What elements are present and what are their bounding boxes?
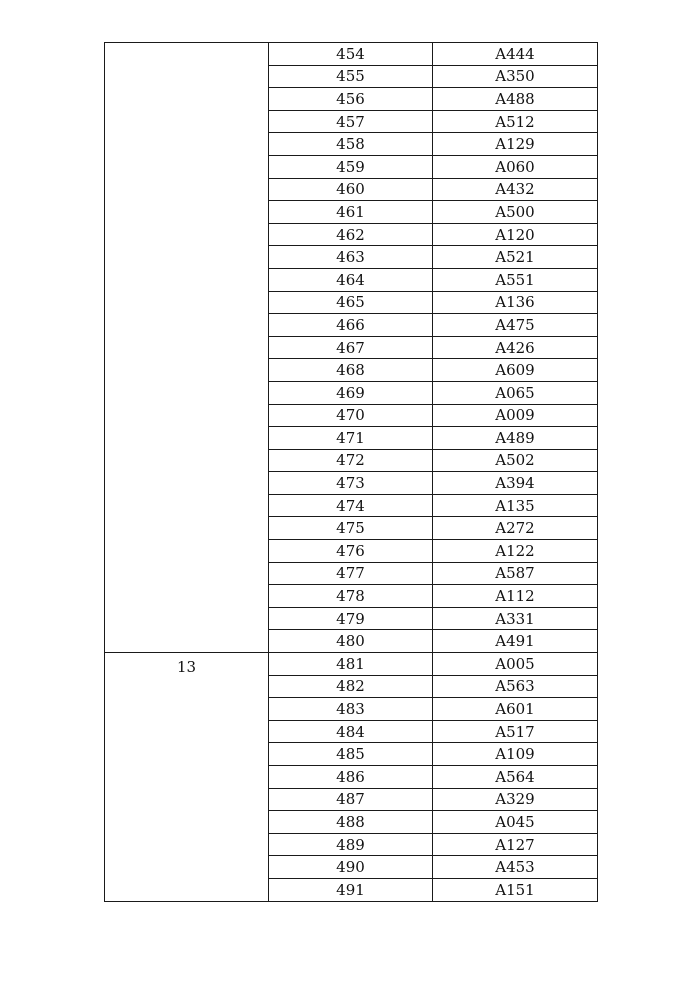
- code-cell: A009: [433, 404, 598, 427]
- code-cell: A329: [433, 788, 598, 811]
- code-cell: A005: [433, 653, 598, 676]
- code-cell: A272: [433, 517, 598, 540]
- serial-number-cell: 487: [269, 788, 433, 811]
- code-cell: A491: [433, 630, 598, 653]
- table-row: [105, 653, 598, 676]
- serial-number-cell: 490: [269, 856, 433, 879]
- serial-number-cell: 485: [269, 743, 433, 766]
- serial-number-cell: 478: [269, 585, 433, 608]
- serial-number-cell: 463: [269, 246, 433, 269]
- code-cell: A394: [433, 472, 598, 495]
- code-cell: A151: [433, 878, 598, 901]
- serial-number-cell: 471: [269, 427, 433, 450]
- code-cell: A109: [433, 743, 598, 766]
- code-cell: A517: [433, 720, 598, 743]
- serial-number-cell: 458: [269, 133, 433, 156]
- serial-number-cell: 465: [269, 291, 433, 314]
- serial-number-cell: 455: [269, 65, 433, 88]
- serial-number-cell: 489: [269, 833, 433, 856]
- serial-number-cell: 468: [269, 359, 433, 382]
- code-cell: A060: [433, 155, 598, 178]
- code-cell: A136: [433, 291, 598, 314]
- code-cell: A489: [433, 427, 598, 450]
- serial-number-cell: 454: [269, 43, 433, 66]
- code-cell: A500: [433, 201, 598, 224]
- serial-number-cell: 461: [269, 201, 433, 224]
- table-row: [105, 43, 598, 66]
- serial-number-cell: 481: [269, 653, 433, 676]
- serial-number-cell: 474: [269, 494, 433, 517]
- code-cell: A331: [433, 607, 598, 630]
- code-cell: A127: [433, 833, 598, 856]
- serial-number-cell: 464: [269, 268, 433, 291]
- code-cell: A122: [433, 540, 598, 563]
- serial-number-cell: 482: [269, 675, 433, 698]
- serial-number-cell: 469: [269, 381, 433, 404]
- code-cell: A135: [433, 494, 598, 517]
- code-cell: A120: [433, 223, 598, 246]
- serial-number-cell: 484: [269, 720, 433, 743]
- serial-number-cell: 459: [269, 155, 433, 178]
- code-cell: A551: [433, 268, 598, 291]
- serial-number-cell: 457: [269, 110, 433, 133]
- code-cell: A502: [433, 449, 598, 472]
- code-cell: A521: [433, 246, 598, 269]
- serial-number-cell: 491: [269, 878, 433, 901]
- serial-number-cell: 462: [269, 223, 433, 246]
- serial-number-cell: 467: [269, 336, 433, 359]
- code-cell: A563: [433, 675, 598, 698]
- code-cell: A512: [433, 110, 598, 133]
- code-cell: A453: [433, 856, 598, 879]
- serial-number-cell: 473: [269, 472, 433, 495]
- code-cell: A129: [433, 133, 598, 156]
- code-cell: A601: [433, 698, 598, 721]
- serial-number-cell: 480: [269, 630, 433, 653]
- code-cell: A475: [433, 314, 598, 337]
- code-cell: A350: [433, 65, 598, 88]
- serial-number-cell: 488: [269, 811, 433, 834]
- code-cell: A587: [433, 562, 598, 585]
- serial-number-cell: 470: [269, 404, 433, 427]
- code-cell: A065: [433, 381, 598, 404]
- group-number-cell: [105, 43, 269, 653]
- code-cell: A564: [433, 766, 598, 789]
- code-cell: A045: [433, 811, 598, 834]
- serial-number-cell: 479: [269, 607, 433, 630]
- serial-number-cell: 476: [269, 540, 433, 563]
- code-cell: A432: [433, 178, 598, 201]
- serial-number-cell: 460: [269, 178, 433, 201]
- table-body: [105, 43, 598, 902]
- serial-number-cell: 472: [269, 449, 433, 472]
- group-number-cell: 13: [105, 653, 269, 902]
- code-cell: A426: [433, 336, 598, 359]
- serial-number-cell: 475: [269, 517, 433, 540]
- serial-number-cell: 483: [269, 698, 433, 721]
- code-cell: A488: [433, 88, 598, 111]
- serial-number-cell: 486: [269, 766, 433, 789]
- serial-number-cell: 456: [269, 88, 433, 111]
- code-cell: A444: [433, 43, 598, 66]
- serial-number-cell: 466: [269, 314, 433, 337]
- assignment-table: [104, 42, 598, 902]
- serial-number-cell: 477: [269, 562, 433, 585]
- code-cell: A112: [433, 585, 598, 608]
- code-cell: A609: [433, 359, 598, 382]
